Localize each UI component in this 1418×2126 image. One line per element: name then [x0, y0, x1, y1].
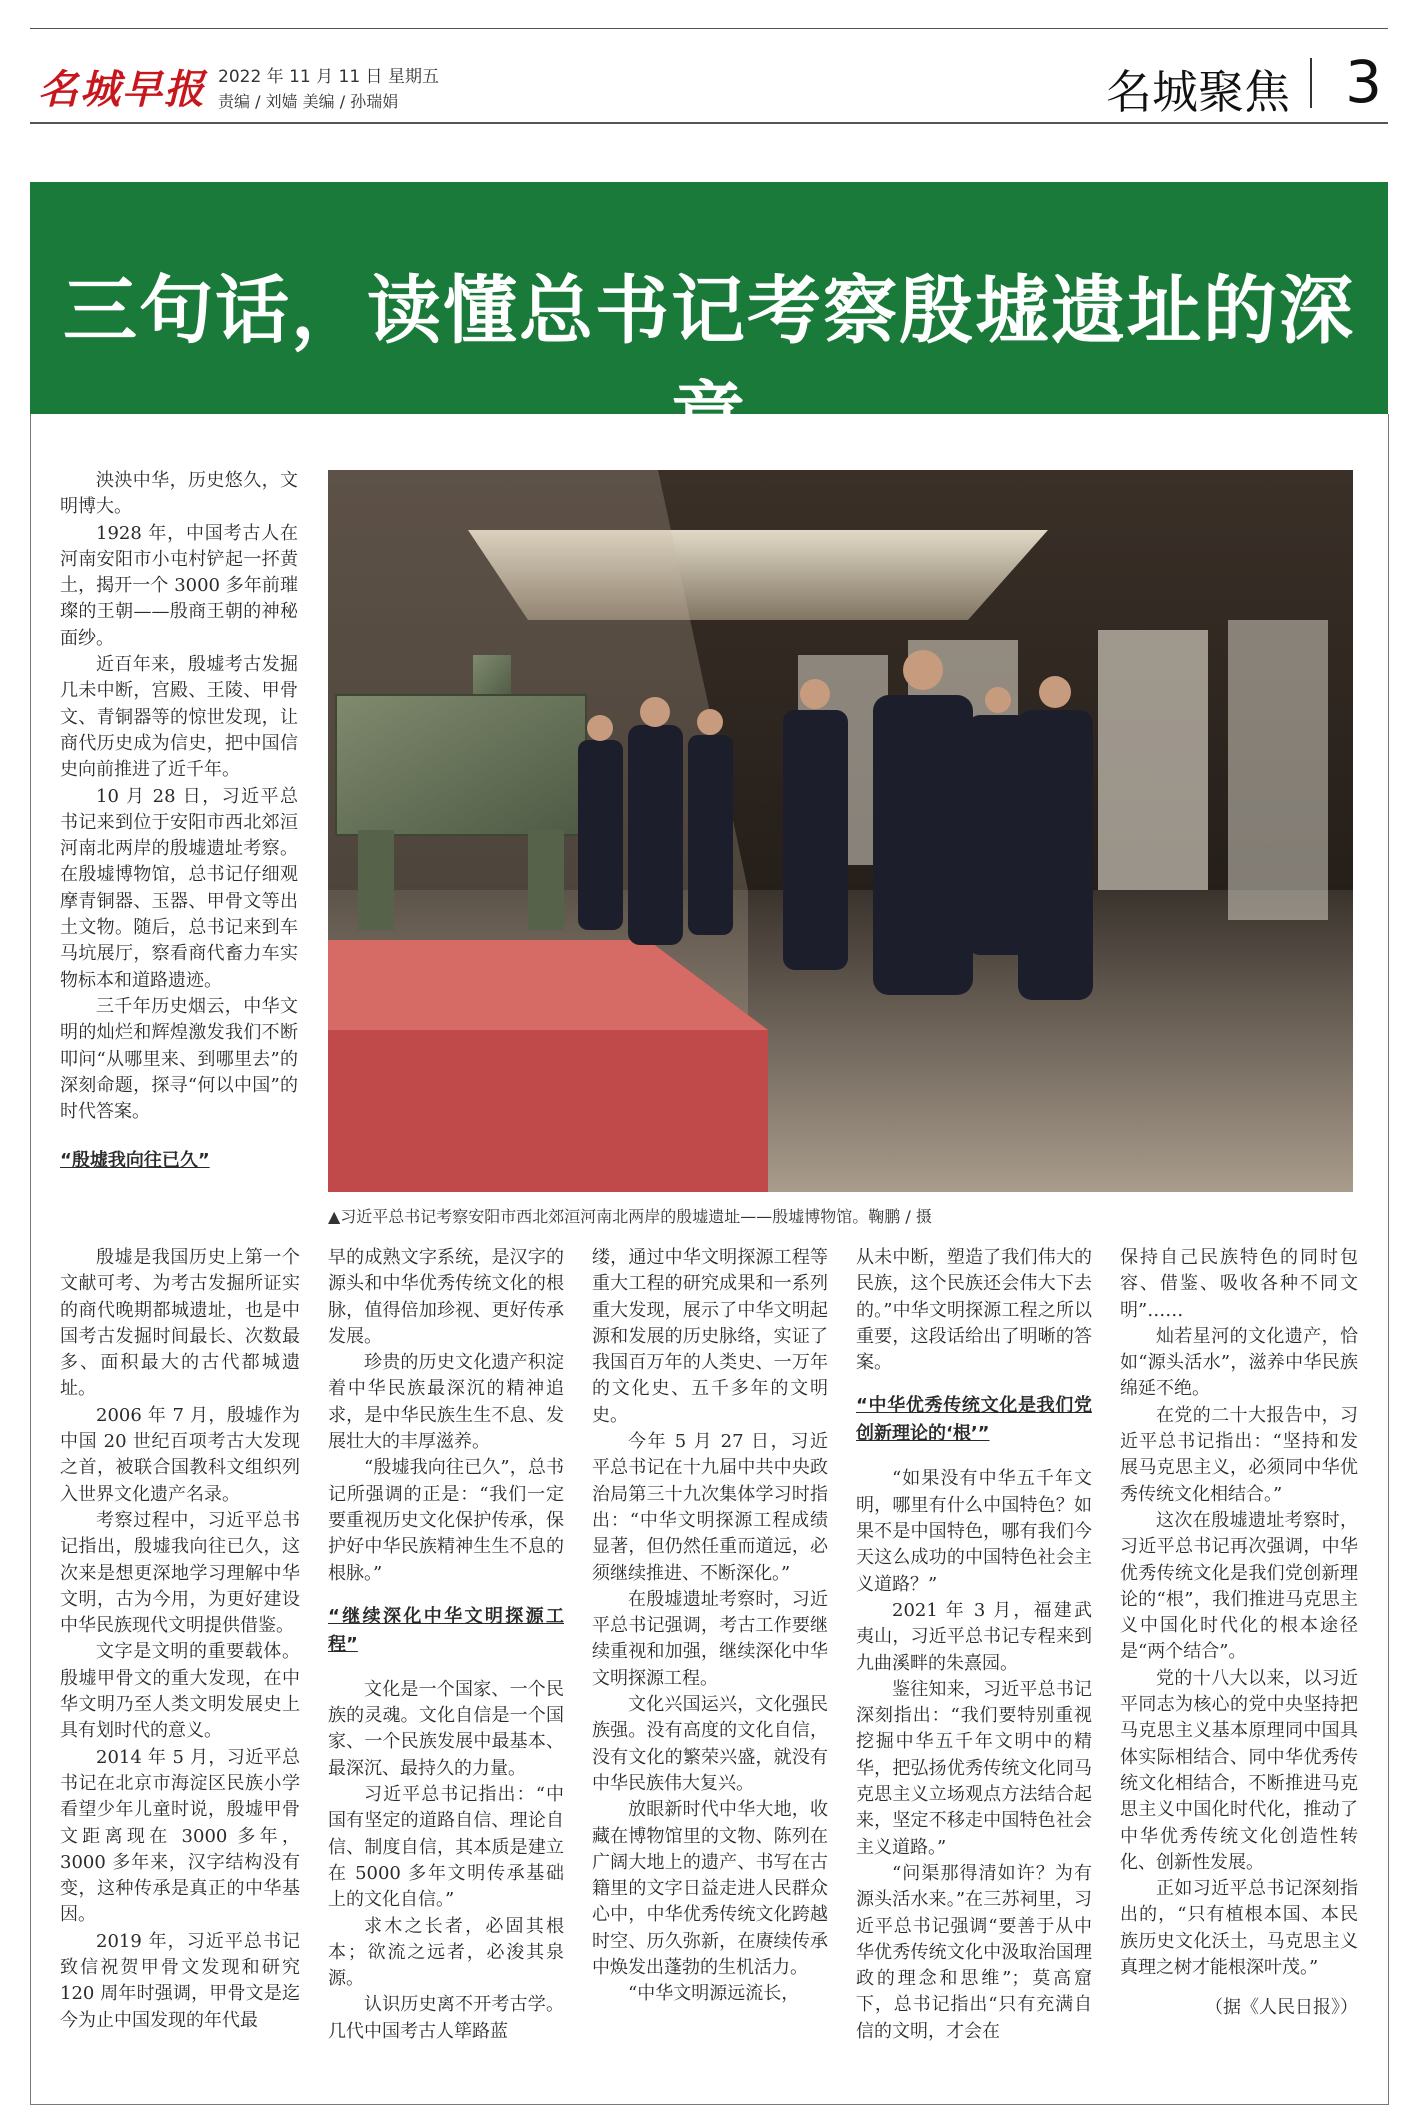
frame-right [1388, 414, 1389, 2104]
column-5 [1120, 1245, 1358, 2022]
paragraph: 1928 年，中国考古人在河南安阳市小屯村铲起一抔黄土，揭开一个 3000 多年前璀璨的王朝——殷商王朝的神秘面纱。 [60, 522, 298, 649]
paragraph: 求木之长者，必固其根本；欲流之远者，必浚其泉源。 [328, 1915, 564, 1990]
page-number: 3 [1345, 48, 1382, 116]
headline: 三句话，读懂总书记考察殷墟遗址的深意 [63, 268, 1355, 460]
editors-credit: 责编 / 刘嫱 美编 / 孙瑞娟 [218, 92, 399, 111]
paragraph: 认识历史离不开考古学。几代中国考古人筚路蓝 [328, 1994, 564, 2042]
paragraph: 缕，通过中华文明探源工程等重大工程的研究成果和一系列重大发现，展示了中华文明起源和发展的历史脉络，实证了我国百万年的人类史、一万年的文化史、五千多年的文明史。 [592, 1247, 828, 1426]
header-bottom-rule [30, 122, 1388, 124]
paragraph: 近百年来，殷墟考古发掘几未中断，宫殿、王陵、甲骨文、青铜器等的惊世发现，让商代历史成为信史，把中国信史向前推进了近千年。 [60, 654, 298, 781]
paragraph: 文化是一个国家、一个民族的灵魂。文化自信是一个国家、一个民族发展中最基本、最深沉、最持久的力量。 [328, 1678, 564, 1779]
paragraph: 灿若星河的文化遗产，恰如“源头活水”，滋养中华民族绵延不绝。 [1120, 1325, 1358, 1400]
column-4 [856, 1245, 1092, 2045]
column-2 [328, 1245, 564, 2045]
subheading-3: “中华优秀传统文化是我们党创新理论的‘根’” [856, 1395, 1092, 1445]
news-photo [328, 470, 1353, 1192]
paragraph: “中华文明源远流长， [628, 1983, 800, 2005]
paragraph: 殷墟是我国历史上第一个文献可考、为考古发掘所证实的商代晚期都城遗址，也是中国考古发掘时间最长、次数最多、面积最大的古代都城遗址。 [60, 1247, 300, 1400]
paragraph: 2021 年 3 月，福建武夷山，习近平总书记专程来到九曲溪畔的朱熹园。 [856, 1599, 1092, 1674]
column-1 [60, 1245, 300, 2034]
header-top-rule [30, 28, 1388, 29]
paragraph: 文字是文明的重要载体。殷墟甲骨文的重大发现，在中华文明乃至人类文明发展史上具有划时代的意义。 [60, 1641, 300, 1742]
paragraph: 这次在殷墟遗址考察时，习近平总书记再次强调，中华优秀传统文化是我们党创新理论的“根”，我们推进马克思主义中国化时代化的根本途径是“两个结合”。 [1120, 1509, 1358, 1663]
paragraph: 鉴往知来，习近平总书记深刻指出：“我们要特别重视挖掘中华五千年文明中的精华，把弘扬优秀传统文化同马克思主义立场观点方法结合起来，坚定不移走中国特色社会主义道路。” [856, 1678, 1092, 1858]
paragraph: 2014 年 5 月，习近平总书记在北京市海淀区民族小学看望少年儿童时说，殷墟甲骨文距离现在 3000 多年，3000 多年来，汉字结构没有变，这种传承是真正的中华基因。 [60, 1746, 300, 1926]
paragraph: 从未中断，塑造了我们伟大的民族，这个民族还会伟大下去的。”中华文明探源工程之所以重要，这段话给出了明晰的答案。 [856, 1247, 1092, 1374]
paragraph: 考察过程中，习近平总书记指出，殷墟我向往已久，这次来是想更深地学习理解中华文明，古为今用，为更好建设中华民族现代文明提供借鉴。 [60, 1509, 300, 1637]
frame-left [30, 414, 31, 2104]
frame-bottom [30, 2104, 1389, 2105]
subheading-1: “殷墟我向往已久” [60, 1150, 210, 1172]
paragraph: 放眼新时代中华大地，收藏在博物馆里的文物、陈列在广阔大地上的遗产、书写在古籍里的文字日益走进人民群众心中，中华优秀传统文化跨越时空、历久弥新，在赓续传承中焕发出蓬勃的生机活力。 [592, 1799, 828, 1979]
headline-banner [30, 182, 1388, 460]
intro-column [60, 468, 298, 1193]
paragraph: 在党的二十大报告中，习近平总书记指出：“坚持和发展马克思主义，必须同中华优秀传统文化相结合。” [1120, 1404, 1358, 1505]
issue-date: 2022 年 11 月 11 日 星期五 [218, 67, 439, 87]
museum-visit-photo [328, 470, 1353, 1192]
paragraph: “殷墟我向往已久”，总书记所强调的正是：“我们一定要重视历史文化保护传承，保护好中华民族精神生生不息的根脉。” [328, 1457, 564, 1584]
paragraph: 泱泱中华，历史悠久，文明博大。 [60, 470, 298, 518]
paragraph: 在殷墟遗址考察时，习近平总书记强调，考古工作要继续重视和加强，继续深化中华文明探源工程。 [592, 1588, 828, 1689]
paragraph: “问渠那得清如许？为有源头活水来。”在三苏祠里，习近平总书记强调“要善于从中华优秀传统文化中汲取治国理政的理念和思维”；莫高窟下，总书记指出“只有充满自信的文明，才会在 [856, 1862, 1092, 2042]
newspaper-logo: 名城早报 [38, 66, 206, 113]
paragraph: 文化兴国运兴，文化强民族强。没有高度的文化自信，没有文化的繁荣兴盛，就没有中华民族伟大复兴。 [592, 1694, 828, 1794]
paragraph: 三千年历史烟云，中华文明的灿烂和辉煌激发我们不断叩问“从哪里来、到哪里去”的深刻命题，探寻“何以中国”的时代答案。 [60, 995, 298, 1123]
paragraph: 今年 5 月 27 日，习近平总书记在十九届中共中央政治局第三十九次集体学习时指出：“中华文明探源工程成绩显著，但仍然任重而道远，必须继续推进、不断深化。” [592, 1431, 828, 1584]
paragraph: 2019 年，习近平总书记致信祝贺甲骨文发现和研究 120 周年时强调，甲骨文是迄今为止中国发现的年代最 [60, 1930, 300, 2031]
paragraph: 正如习近平总书记深刻指出的，“只有植根本国、本民族历史文化沃土，马克思主义真理之树才能根深叶茂。” [1120, 1878, 1358, 1979]
photo-caption: ▲习近平总书记考察安阳市西北郊洹河南北两岸的殷墟遗址——殷墟博物馆。鞠鹏 / 摄 [328, 1207, 932, 1226]
paragraph: 党的十八大以来，以习近平同志为核心的党中央坚持把马克思主义基本原理同中国具体实际相结合、同中华优秀传统文化相结合，不断推进马克思主义中国化时代化，推动了中华优秀传统文化创造性转化、创新性发展。 [1120, 1667, 1358, 1873]
column-3 [592, 1245, 828, 2008]
section-divider [1310, 58, 1312, 108]
paragraph: 早的成熟文字系统，是汉字的源头和中华优秀传统文化的根脉，值得倍加珍视、更好传承发展。 [328, 1247, 564, 1347]
paragraph: 2006 年 7 月，殷墟作为中国 20 世纪百项考古大发现之首，被联合国教科文组织列入世界文化遗产名录。 [60, 1404, 300, 1505]
paragraph: 保持自己民族特色的同时包容、借鉴、吸收各种不同文明”…… [1120, 1247, 1358, 1321]
paragraph: “如果没有中华五千年文明，哪里有什么中国特色？如果不是中国特色，哪有我们今天这么成功的中国特色社会主义道路？” [856, 1468, 1092, 1595]
paragraph: 习近平总书记指出：“中国有坚定的道路自信、理论自信、制度自信，其本质是建立在 5000 多年文明传承基础上的文化自信。” [328, 1784, 564, 1911]
subheading-2: “继续深化中华文明探源工程” [328, 1605, 564, 1655]
section-name: 名城聚焦 [1106, 65, 1290, 119]
source-note: （据《人民日报》） [1205, 1997, 1358, 2019]
paragraph: 10 月 28 日，习近平总书记来到位于安阳市西北郊洹河南北两岸的殷墟遗址考察。在殷墟博物馆，总书记仔细观摩青铜器、玉器、甲骨文等出土文物。随后，总书记来到车马坑展厅，察看商代畜力车实物标本和道路遗迹。 [60, 785, 298, 991]
paragraph: 珍贵的历史文化遗产积淀着中华民族最深沉的精神追求，是中华民族生生不息、发展壮大的丰厚滋养。 [328, 1352, 564, 1453]
